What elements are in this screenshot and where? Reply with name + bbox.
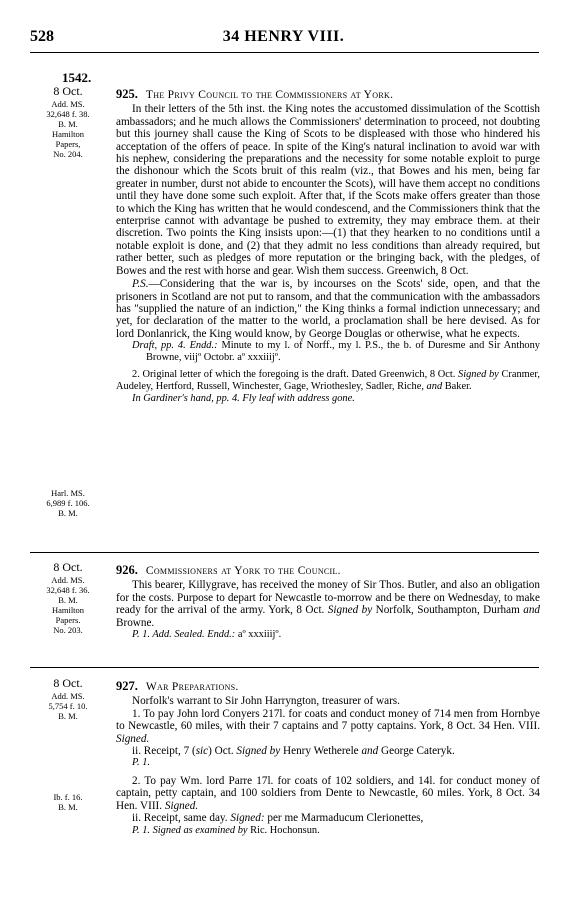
- entry-intro: Norfolk's warrant to Sir John Harryngton, treasurer of wars.: [132, 695, 400, 708]
- and-word: and: [358, 745, 379, 758]
- item-1-text: 1. To pay John lord Conyers 217l. for coats and conduct money of 714 men from Hornbye to Newcastle, 60 miles, with their 7 captains and 7 potty captains. York, 8 Oct. 34 Hen. VIII.: [116, 707, 540, 733]
- ps-body: —Considering that the war is, by incourses on the Scots' side, open, and that the prisoners in Scotland are not put to ransom, and that the communication with the ambassadors has "supplied the nature of an indiction," the King thinks a formal indiction unnecessary; and yet, for declaration of the matter to the world, a proclamation shall be here devised. As for lord Donlanrick, the King would know, by George Douglas or otherwise, what he expects.: [116, 278, 540, 340]
- endorsement: [116, 629, 540, 641]
- receipt-text: ii. Receipt, same day.: [132, 812, 228, 825]
- signatories: Norfolk, Southampton, Durham: [372, 604, 520, 617]
- ms-ref: B. M.: [58, 595, 78, 605]
- last-signatory: Browne.: [116, 616, 155, 629]
- draft-label: Draft, pp. 4. Endd.:: [132, 340, 218, 352]
- ms-ref: B. M.: [58, 508, 78, 518]
- ms-ref: B. M.: [58, 119, 78, 129]
- and-word: and: [519, 604, 541, 617]
- last-signatory: George Cateryk.: [378, 745, 455, 758]
- signed-label: Signed by: [458, 369, 499, 381]
- examiner: Ric. Hochonsun.: [247, 824, 320, 836]
- ms-ref: 32,648 f. 36.: [46, 585, 90, 595]
- separator: [30, 667, 539, 668]
- signed-word: Signed.: [116, 732, 150, 745]
- signed-label: Signed by: [327, 604, 373, 617]
- entry-number: 927.: [116, 679, 138, 693]
- ms-ref: Hamilton: [51, 605, 85, 615]
- and-word: and: [423, 380, 443, 392]
- postscript: [116, 278, 540, 340]
- margin-note-927-2: [28, 792, 108, 812]
- draft-note: [116, 340, 540, 363]
- entry-number: 925.: [116, 87, 138, 101]
- entry-title: War Preparations.: [145, 681, 239, 693]
- receipt-text-b: ) Oct.: [208, 745, 234, 758]
- entry-title: The Privy Council to the Commissioners at York.: [145, 89, 394, 101]
- entry-heading: [116, 680, 540, 693]
- item-2-note: In Gardiner's hand, pp. 4. Fly leaf with address gone.: [132, 392, 355, 404]
- ms-ref: No. 203.: [53, 625, 83, 635]
- last-signatory: Baker.: [442, 380, 472, 392]
- ms-ref: Papers.: [55, 615, 81, 625]
- ms-ref: 6,989 f. 106.: [46, 498, 90, 508]
- entry-925: [116, 88, 540, 404]
- entry-body: In their letters of the 5th inst. the King notes the accustomed dissimulation of the Scottish ambassadors; and he much allows the Commissioners' determination to proceed, not doubting but this journey shall cause the King of Scots to be displeased with those who hindered his acceptation of the offers of peace. In spite of the King's natural inclination to avoid war with his nephew, considering the preparations and the necessity for some notable exploit to purge the dishonour which the Scots bruit of this realm (viz., that Bowes and his men, being far greater in number, durst not abide to encounter the Scots), will have them accept no conditions until they have done some such exploit. After that, if the Scots make offers greater than those to which the King has written that he would condescend, and the Commissioners think that the enterprise cannot with advantage be pushed to extremity, they may embrace them. at their discretion. Two points the King insists upon:—(1) that they hearken to no conditions until a notable exploit is done, and (2) that they admit no less conditions than already required, but rather better, such as pledges of more reputation or the bringing back, with the pledges, of Bowes and the rest with horse and gear. Wish them success. Greenwich, 8 Oct.: [116, 103, 540, 277]
- ms-ref: B. M.: [58, 711, 78, 721]
- draft-body: Minute to my l. of Norff., my l. P.S., the b. of Duresme and Sir Anthony Browne, viijº Octobr. aº xxxiiijº.: [146, 340, 540, 363]
- entry-date: 8 Oct.: [53, 560, 83, 574]
- entry-927: [116, 680, 540, 836]
- entry-heading: [116, 564, 540, 577]
- header-rule: [30, 52, 539, 53]
- signatory: Henry Wetherele: [280, 745, 359, 758]
- ms-ref: Ib. f. 16.: [53, 792, 83, 802]
- entry-number: 926.: [116, 563, 138, 577]
- endorsement-label: P. 1. Add. Sealed. Endd.:: [132, 629, 236, 641]
- margin-note-925-2: [28, 488, 108, 518]
- signed-label: Signed:: [227, 812, 265, 825]
- item-2: [116, 369, 540, 392]
- entry-date: 8 Oct.: [53, 84, 83, 98]
- item-1: [116, 708, 540, 745]
- ms-ref: Add. MS.: [51, 99, 85, 109]
- ms-ref: No. 204.: [53, 149, 83, 159]
- receipt-text: ii. Receipt, 7 (: [132, 745, 196, 758]
- entry-body: [116, 579, 540, 629]
- margin-note-927: [28, 676, 108, 721]
- ms-ref: 5,754 f. 10.: [48, 701, 88, 711]
- item-1-receipt: [116, 745, 540, 757]
- entry-926: [116, 564, 540, 641]
- margin-note-925: [28, 84, 108, 159]
- item-2-pages: [116, 825, 540, 837]
- item-2: [116, 775, 540, 812]
- separator: [30, 552, 539, 553]
- signed-label: Signed by: [233, 745, 281, 758]
- year-label: 1542.: [62, 70, 92, 85]
- ps-label: P.S.: [132, 278, 149, 291]
- item-2-text: 2. Original letter of which the foregoing is the draft. Dated Greenwich, 8 Oct.: [132, 369, 456, 381]
- signatory: per me Marmaducum Clerionettes,: [264, 812, 424, 825]
- ms-ref: Papers,: [55, 139, 81, 149]
- ms-ref: Add. MS.: [51, 691, 85, 701]
- endorsement-text: aº xxxiiijº.: [235, 629, 282, 641]
- signed-word: Signed.: [162, 799, 199, 812]
- signatories: Cranmer, Audeley, Hertford, Russell, Winchester, Gage, Wriothesley, Sadler, Riche,: [116, 369, 540, 392]
- entry-date: 8 Oct.: [53, 676, 83, 690]
- item-2-text: 2. To pay Wm. lord Parre 17l. for coats of 102 soldiers, and 14l. for conduct money of captain, petty captain, and 100 soldiers from Dente to Newcastle, 60 miles. York, 8 Oct. 34 Hen. VIII.: [116, 775, 540, 812]
- entry-heading: [116, 88, 540, 101]
- ms-ref: Harl. MS.: [51, 488, 85, 498]
- ms-ref: Add. MS.: [51, 575, 85, 585]
- margin-note-926: [28, 560, 108, 635]
- entry-title: Commissioners at York to the Council.: [145, 565, 341, 577]
- item-1-pages: P. 1.: [132, 757, 150, 769]
- page-number: 528: [30, 28, 54, 45]
- ms-ref: Hamilton: [51, 129, 85, 139]
- entry-body-text: This bearer, Killygrave, has received the money of Sir Thos. Butler, and also an obligation for the costs. Purpose to depart for Newcastle to-morrow and be there on Wednesday, to make ready for the arrival of the army. York, 8 Oct.: [116, 579, 540, 617]
- ms-ref: B. M.: [58, 802, 78, 812]
- pages-label: P. 1. Signed as examined by: [132, 824, 248, 836]
- sic-word: sic: [195, 745, 209, 758]
- running-title: 34 HENRY VIII.: [222, 28, 345, 45]
- item-2-receipt: [116, 812, 540, 824]
- ms-ref: 32,648 f. 38.: [46, 109, 90, 119]
